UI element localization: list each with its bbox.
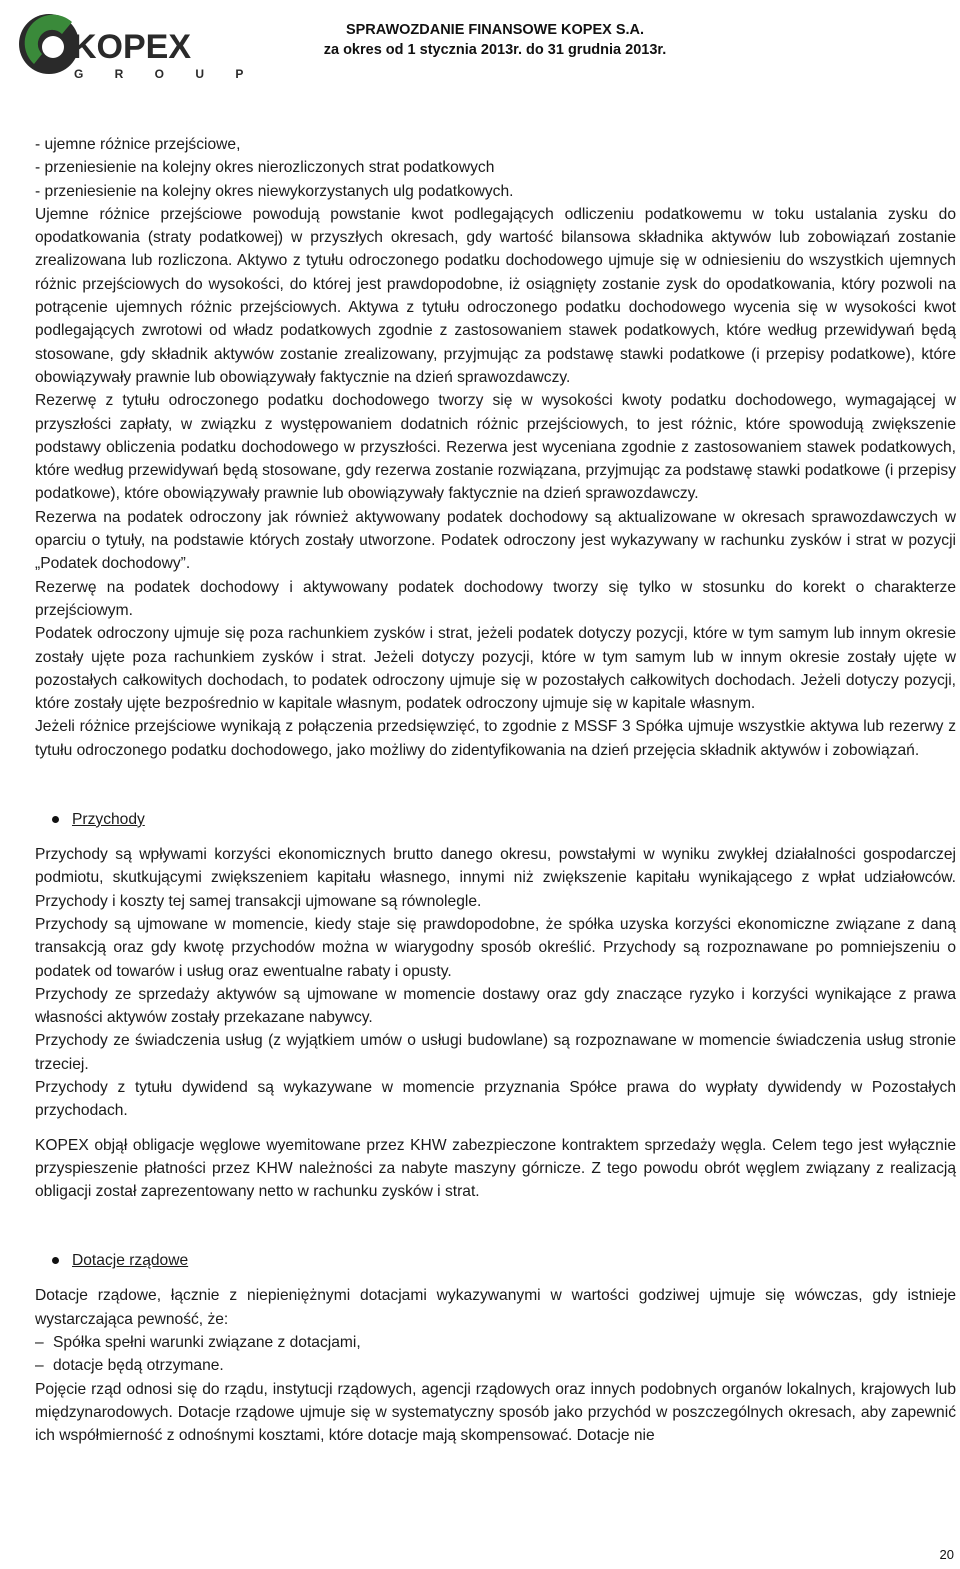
- revenue-paragraph: Przychody są ujmowane w momencie, kiedy staje się prawdopodobne, że spółka uzyska korzyści ekonomiczne związane z daną transakcją oraz gdy kwotę przychodów można w wiarygodny sposób określić. Przychody są rozpoznawane po pomniejszeniu o podatek od towarów i usług oraz ewentualne rabaty i opusty.: [35, 915, 956, 980]
- grants-heading: Dotacje rządowe: [72, 1252, 189, 1270]
- logo-text: KOPEX: [72, 28, 192, 66]
- tax-paragraph: Rezerwę na podatek dochodowy i aktywowany podatek dochodowy tworzy się tylko w stosunku do korekt o charakterze przejściowym.: [35, 578, 956, 619]
- tax-paragraph: Rezerwę z tytułu odroczonego podatku dochodowego tworzy się w wysokości kwoty podatku dochodowego, wymagającej w przyszłości zapłaty, w związku z występowaniem dodatnich różnic przejściowych, to jest różnic, które spowodują zwiększenie podstawy obliczenia podatku dochodowego w przyszłości. Rezerwa jest wyceniana zgodnie z zastosowaniem stawek podatkowych, które według przewidywań będą stosowane, gdy rezerwa zostanie rozwiązana, przyjmując za podstawę stawki podatkowe (i przepisy podatkowe), które obowiązywały prawnie lub obowiązywały faktycznie na dzień sprawozdawczy.: [35, 392, 956, 503]
- dash-marker: –: [35, 1334, 44, 1352]
- grants-condition: [35, 1331, 956, 1354]
- bullet-icon: [52, 1257, 59, 1264]
- tax-list-item: - przeniesienie na kolejny okres niewykorzystanych ulg podatkowych.: [35, 182, 514, 200]
- tax-list-item: - ujemne różnice przejściowe,: [35, 136, 241, 153]
- kopex-group-logo: [12, 10, 258, 82]
- grants-intro: Dotacje rządowe, łącznie z niepieniężnymi dotacjami wykazywanymi w wartości godziwej ujmuje się wówczas, gdy istnieje wystarczająca pewność, że:: [35, 1287, 956, 1328]
- document-body: [35, 133, 956, 1448]
- grants-condition: [35, 1354, 956, 1377]
- grants-condition-text: dotacje będą otrzymane.: [53, 1357, 224, 1375]
- document-header: [300, 20, 690, 60]
- tax-paragraph: Podatek odroczony ujmuje się poza rachunkiem zysków i strat, jeżeli podatek dotyczy pozycji, które w tym samym lub innym okresie zostały ujęte poza rachunkiem zysków i strat. Jeżeli dotyczy pozycji, które w tym samym lub w innym okresie zostały ujęte w pozostałych całkowitych dochodach, to podatek odroczony ujmuje się w pozostałych całkowitych dochodach. Jeżeli dotyczy pozycji, które zostały ujęte bezpośrednio w kapitale własnym, podatek odroczony ujmuje się w kapitale własnym.: [35, 625, 956, 713]
- grants-paragraph: Pojęcie rząd odnosi się do rządu, instytucji rządowych, agencji rządowych oraz innych podobnych organów lokalnych, krajowych lub międzynarodowych. Dotacje rządowe ujmuje się w systematyczny sposób jako przychód w poszczególnych okresach, aby zapewnić ich współmierność z odnośnymi kosztami, które dotacje mają skompensować. Dotacje nie: [35, 1380, 956, 1445]
- revenue-heading: Przychody: [72, 810, 145, 828]
- header-subtitle: za okres od 1 stycznia 2013r. do 31 grudnia 2013r.: [323, 42, 667, 58]
- page-number: 20: [939, 1547, 954, 1562]
- grants-condition-text: Spółka spełni warunki związane z dotacjami,: [53, 1334, 361, 1352]
- tax-paragraph: Jeżeli różnice przejściowe wynikają z połączenia przedsięwzięć, to zgodnie z MSSF 3 Spółka ujmuje wszystkie aktywa lub rezerwy z tytułu odroczonego podatku dochodowego, jako możliwy do zidentyfikowania na dzień przejęcia składnik aktywów i zobowiązań.: [35, 718, 956, 759]
- revenue-note: KOPEX objął obligacje węglowe wyemitowane przez KHW zabezpieczone kontraktem sprzedaży węgla. Celem tego jest wyłącznie przyspieszenie płatności przez KHW należności za nabyte maszyny górnicze. Z tego powodu obrót węglem związany z realizacją obligacji został zaprezentowany netto w rachunku zysków i strat.: [35, 1136, 956, 1201]
- tax-paragraph: Rezerwa na podatek odroczony jak również aktywowany podatek dochodowy są aktualizowane w okresach sprawozdawczych w oparciu o tytuły, na podstawie których zostały utworzone. Podatek odroczony jest wykazywany w rachunku zysków i strat w pozycji „Podatek dochodowy”.: [35, 508, 956, 573]
- tax-list-item: - przeniesienie na kolejny okres nierozliczonych strat podatkowych: [35, 159, 495, 177]
- section-heading-revenue: [52, 808, 956, 831]
- section-heading-grants: [52, 1249, 956, 1272]
- bullet-icon: [52, 816, 59, 823]
- dash-marker: –: [35, 1357, 44, 1375]
- revenue-paragraph: Przychody ze świadczenia usług (z wyjątkiem umów o usługi budowlane) są rozpoznawane w momencie świadczenia usług stronie trzeciej.: [35, 1032, 956, 1073]
- revenue-paragraph: Przychody są wpływami korzyści ekonomicznych brutto danego okresu, powstałymi w wyniku zwykłej działalności gospodarczej podmiotu, skutkującymi zwiększeniem kapitału własnego, innymi niż zwiększenie kapitału wynikającego z wpłat udziałowców. Przychody i koszty tej samej transakcji ujmowane są równolegle.: [35, 846, 956, 910]
- revenue-paragraph: Przychody z tytułu dywidend są wykazywane w momencie przyznania Spółce prawa do wypłaty dywidendy w Pozostałych przychodach.: [35, 1078, 956, 1120]
- revenue-paragraph: Przychody ze sprzedaży aktywów są ujmowane w momencie dostawy oraz gdy znaczące ryzyko i korzyści wynikające z prawa własności aktywów zostały przekazane nabywcy.: [35, 985, 956, 1027]
- tax-paragraph: Ujemne różnice przejściowe powodują powstanie kwot podlegających odliczeniu podatkowemu w toku ustalania zysku do opodatkowania (straty podatkowej) w przyszłych okresach, gdy wartość bilansowa składnika aktywów lub zobowiązań zostanie zrealizowana lub rozliczona. Aktywo z tytułu odroczonego podatku dochodowego ujmuje się w odniesieniu do wszystkich ujemnych różnic przejściowych do wysokości, do której jest prawdopodobne, iż osiągnięty zostanie zysk do opodatkowania, który pozwoli na potrącenie ujemnych różnic przejściowych. Aktywa z tytułu odroczonego podatku dochodowego wycenia się w wysokości kwot podlegających zwrotowi od władz podatkowych zgodnie z zastosowaniem stawek podatkowych, które według przewidywań będą stosowane, gdy składnik aktywów zostanie zrealizowany, przyjmując za podstawę stawki podatkowe (i przepisy podatkowe), które obowiązywały prawnie lub obowiązywały faktycznie na dzień sprawozdawczy.: [35, 205, 956, 386]
- header-title: SPRAWOZDANIE FINANSOWE KOPEX S.A.: [345, 22, 645, 38]
- logo-subtext: G R O U P: [74, 67, 258, 81]
